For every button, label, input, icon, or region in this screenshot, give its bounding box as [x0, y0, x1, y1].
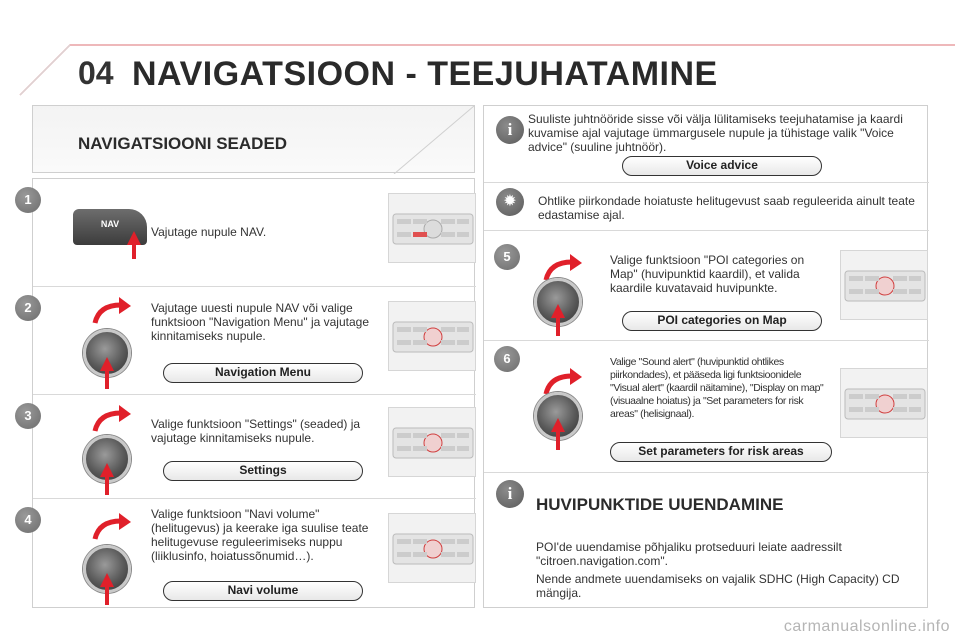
step-text: Valige funktsioon "POI categories on Map" (huvipunktid kaardil), et valida kaardile kuvatavaid huvipunkte.	[610, 253, 805, 295]
chapter-title: NAVIGATSIOON - TEEJUHATAMINE	[132, 55, 718, 93]
menu-command-pill: Navi volume	[163, 581, 363, 601]
rotate-arrow-icon	[91, 297, 131, 325]
radio-panel-icon	[389, 302, 477, 372]
radio-panel-thumbnail	[388, 301, 476, 371]
radio-panel-icon	[389, 408, 477, 478]
voice-info-text: Suuliste juhtnööride sisse või välja lülitamiseks teejuhatamise ja kaardi kuvamise ajal vajutage ümmargusele nupule ja tühistage valik "Voice advice" (suuline juhtnöör).	[528, 112, 903, 154]
step-row-4	[24, 499, 476, 609]
right-panel	[483, 105, 928, 608]
divider	[484, 472, 929, 473]
info-icon: i	[496, 480, 524, 508]
step-text: Vajutage uuesti nupule NAV või valige funktsioon "Navigation Menu" ja vajutage kinnitamiseks nupule.	[151, 301, 369, 343]
press-arrow-icon	[100, 357, 114, 371]
press-arrow-icon	[551, 304, 565, 318]
step-row-3	[24, 395, 476, 499]
divider	[484, 182, 929, 183]
info-icon: i	[496, 116, 524, 144]
menu-command-pill: Navigation Menu	[163, 363, 363, 383]
radio-panel-icon	[389, 194, 477, 264]
poi-categories-pill: POI categories on Map	[622, 311, 822, 331]
step-row-1	[24, 179, 476, 287]
press-arrow-icon	[551, 418, 565, 432]
radio-panel-thumbnail	[388, 193, 476, 263]
update-text: Nende andmete uuendamiseks on vajalik SDHC (High Capacity) CD mängija.	[536, 572, 900, 600]
divider	[484, 230, 929, 231]
section-title-box	[32, 105, 475, 173]
chapter-number: 04	[78, 55, 114, 91]
radio-panel-icon	[389, 514, 477, 584]
divider	[484, 340, 929, 341]
decorative-diagonal	[384, 106, 474, 174]
update-text: POI'de uuendamise põhjaliku protseduuri leiate aadressilt "citroen.navigation.com".	[536, 540, 842, 568]
nav-button-illustration: NAV	[73, 209, 147, 245]
radio-panel-icon	[841, 369, 929, 439]
press-arrow-icon	[127, 231, 141, 245]
step-text: Valige funktsioon "Settings" (seaded) ja vajutage kinnitamiseks nupule.	[151, 417, 361, 445]
update-title: HUVIPUNKTIDE UUENDAMINE	[536, 495, 784, 514]
step-number-badge: 3	[15, 403, 41, 429]
step-text: Vajutage nupule NAV.	[151, 225, 267, 239]
radio-panel-thumbnail	[840, 368, 928, 438]
voice-advice-pill: Voice advice	[622, 156, 822, 176]
press-arrow-icon	[100, 463, 114, 477]
step-row-2	[24, 287, 476, 395]
step-number-badge: 2	[15, 295, 41, 321]
radio-panel-thumbnail	[388, 407, 476, 477]
tip-text: Ohtlike piirkondade hoiatuste helitugevust saab reguleerida ainult teate edastamise ajal.	[538, 194, 915, 222]
watermark: carmanualsonline.info	[783, 618, 950, 635]
section-title: NAVIGATSIOONI SEADED	[78, 134, 288, 153]
step-text: Valige "Sound alert" (huvipunktid ohtlikes piirkondades), et pääseda ligi funktsioonidele "Visual alert" (kaardil näitamine), "Display on map" (visuaalne hoiatus) ja "Set parameters for risk areas" (helisignaal).	[610, 356, 824, 420]
press-arrow-icon	[100, 573, 114, 587]
rotate-arrow-icon	[91, 513, 131, 541]
step-number-badge: 4	[15, 507, 41, 533]
step-number-badge: 5	[494, 244, 520, 270]
step-text: Valige funktsioon "Navi volume" (helitugevus) ja keerake iga suulise teate helitugevuse reguleerimiseks nuppu (liiklusinfo, hoiatussõnumid…).	[151, 507, 369, 563]
risk-areas-pill: Set parameters for risk areas	[610, 442, 832, 462]
rotate-arrow-icon	[91, 405, 131, 433]
menu-command-pill: Settings	[163, 461, 363, 481]
step-number-badge: 6	[494, 346, 520, 372]
step-number-badge: 1	[15, 187, 41, 213]
radio-panel-thumbnail	[840, 250, 928, 320]
radio-panel-icon	[841, 251, 929, 321]
left-steps-panel	[24, 178, 475, 608]
tip-sun-icon: ✹	[496, 188, 524, 216]
radio-panel-thumbnail	[388, 513, 476, 583]
